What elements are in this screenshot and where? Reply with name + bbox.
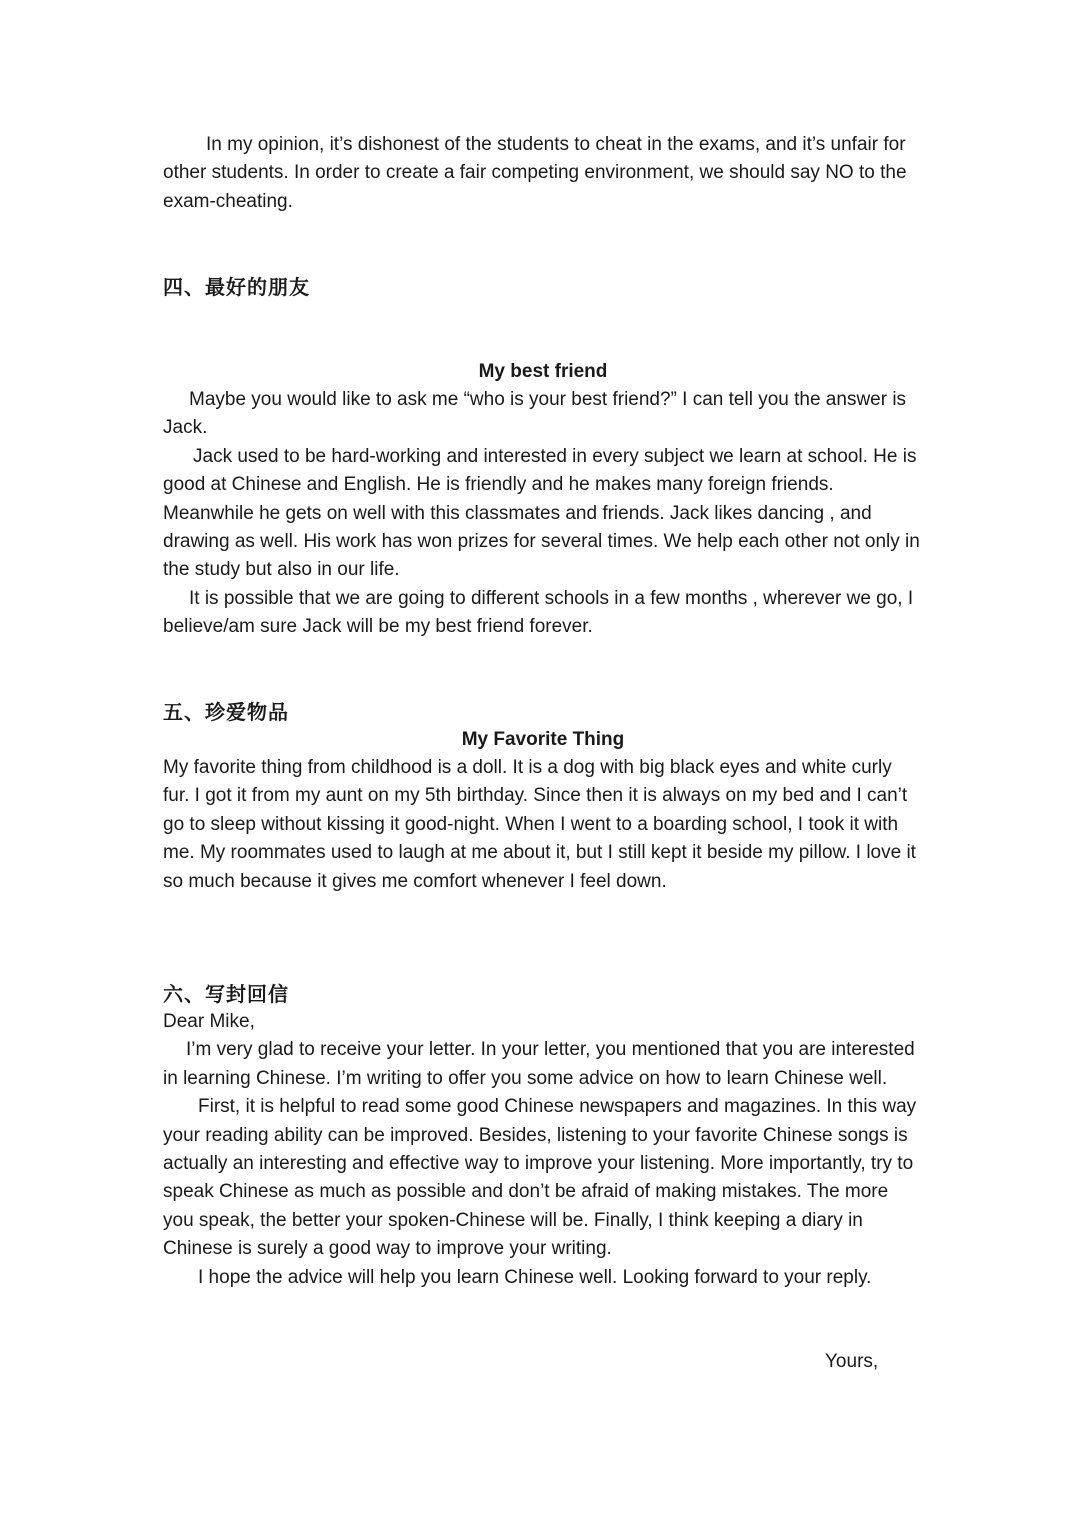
section-heading-best-friend: 四、最好的朋友 [163,275,310,299]
favorite-thing-paragraph: My favorite thing from childhood is a doll. It is a dog with big black eyes and white curly fur. I got it from my aunt on my 5th birthday. Since then it is always on my bed and I can’t go to sleep without kissing it good-night. When I went to a boarding school, I took it with me. My roommates used to laugh at me about it, but I still kept it beside my pillow. I love it so much because it gives me comfort whenever I feel down. [163,757,916,892]
essay-title-best-friend: My best friend [478,361,608,382]
best-friend-body [163,386,923,642]
best-friend-paragraph-1: Maybe you would like to ask me “who is your best friend?” I can tell you the answer is Jack. [163,389,907,439]
best-friend-paragraph-2: Jack used to be hard-working and interested in every subject we learn at school. He is good at Chinese and English. He is friendly and he makes many foreign friends. Meanwhile he gets on well with this classmates and friends. Jack likes dancing , and drawing as well. His work has won prizes for several times. We help each other not only in the study but also in our life. [163,445,920,581]
letter-salutation: Dear Mike, [163,1011,255,1032]
essay-title-favorite-thing: My Favorite Thing [461,729,625,750]
best-friend-paragraph-3: It is possible that we are going to different schools in a few months , wherever we go, I believe/am sure Jack will be my best friend forever. [163,587,914,638]
letter-paragraph-2: First, it is helpful to read some good Chinese newspapers and magazines. In this way your reading ability can be improved. Besides, listening to your favorite Chinese songs is actually an interesting and effective way to improve your listening. More importantly, try to speak Chinese as much as possible and don’t be afraid of making mistakes. The more you speak, the better your spoken-Chinese will be. Finally, I think keeping a diary in Chinese is surely a good way to improve your writing. [163,1096,917,1260]
opinion-block [163,131,923,216]
section-heading-reply-letter: 六、写封回信 [163,982,289,1006]
letter-paragraph-3: I hope the advice will help you learn Chinese well. Looking forward to your reply. [198,1266,872,1288]
letter-closing: Yours, [825,1351,879,1372]
favorite-thing-body [163,754,923,896]
letter-body [163,1008,923,1292]
opinion-paragraph: In my opinion, it’s dishonest of the students to cheat in the exams, and it’s unfair for other students. In order to create a fair competing environment, we should say NO to the exam-cheating. [163,134,907,212]
section-heading-favorite-thing: 五、珍爱物品 [163,700,289,724]
letter-paragraph-1: I’m very glad to receive your letter. In your letter, you mentioned that you are interested in learning Chinese. I’m writing to offer you some advice on how to learn Chinese well. [163,1039,915,1089]
